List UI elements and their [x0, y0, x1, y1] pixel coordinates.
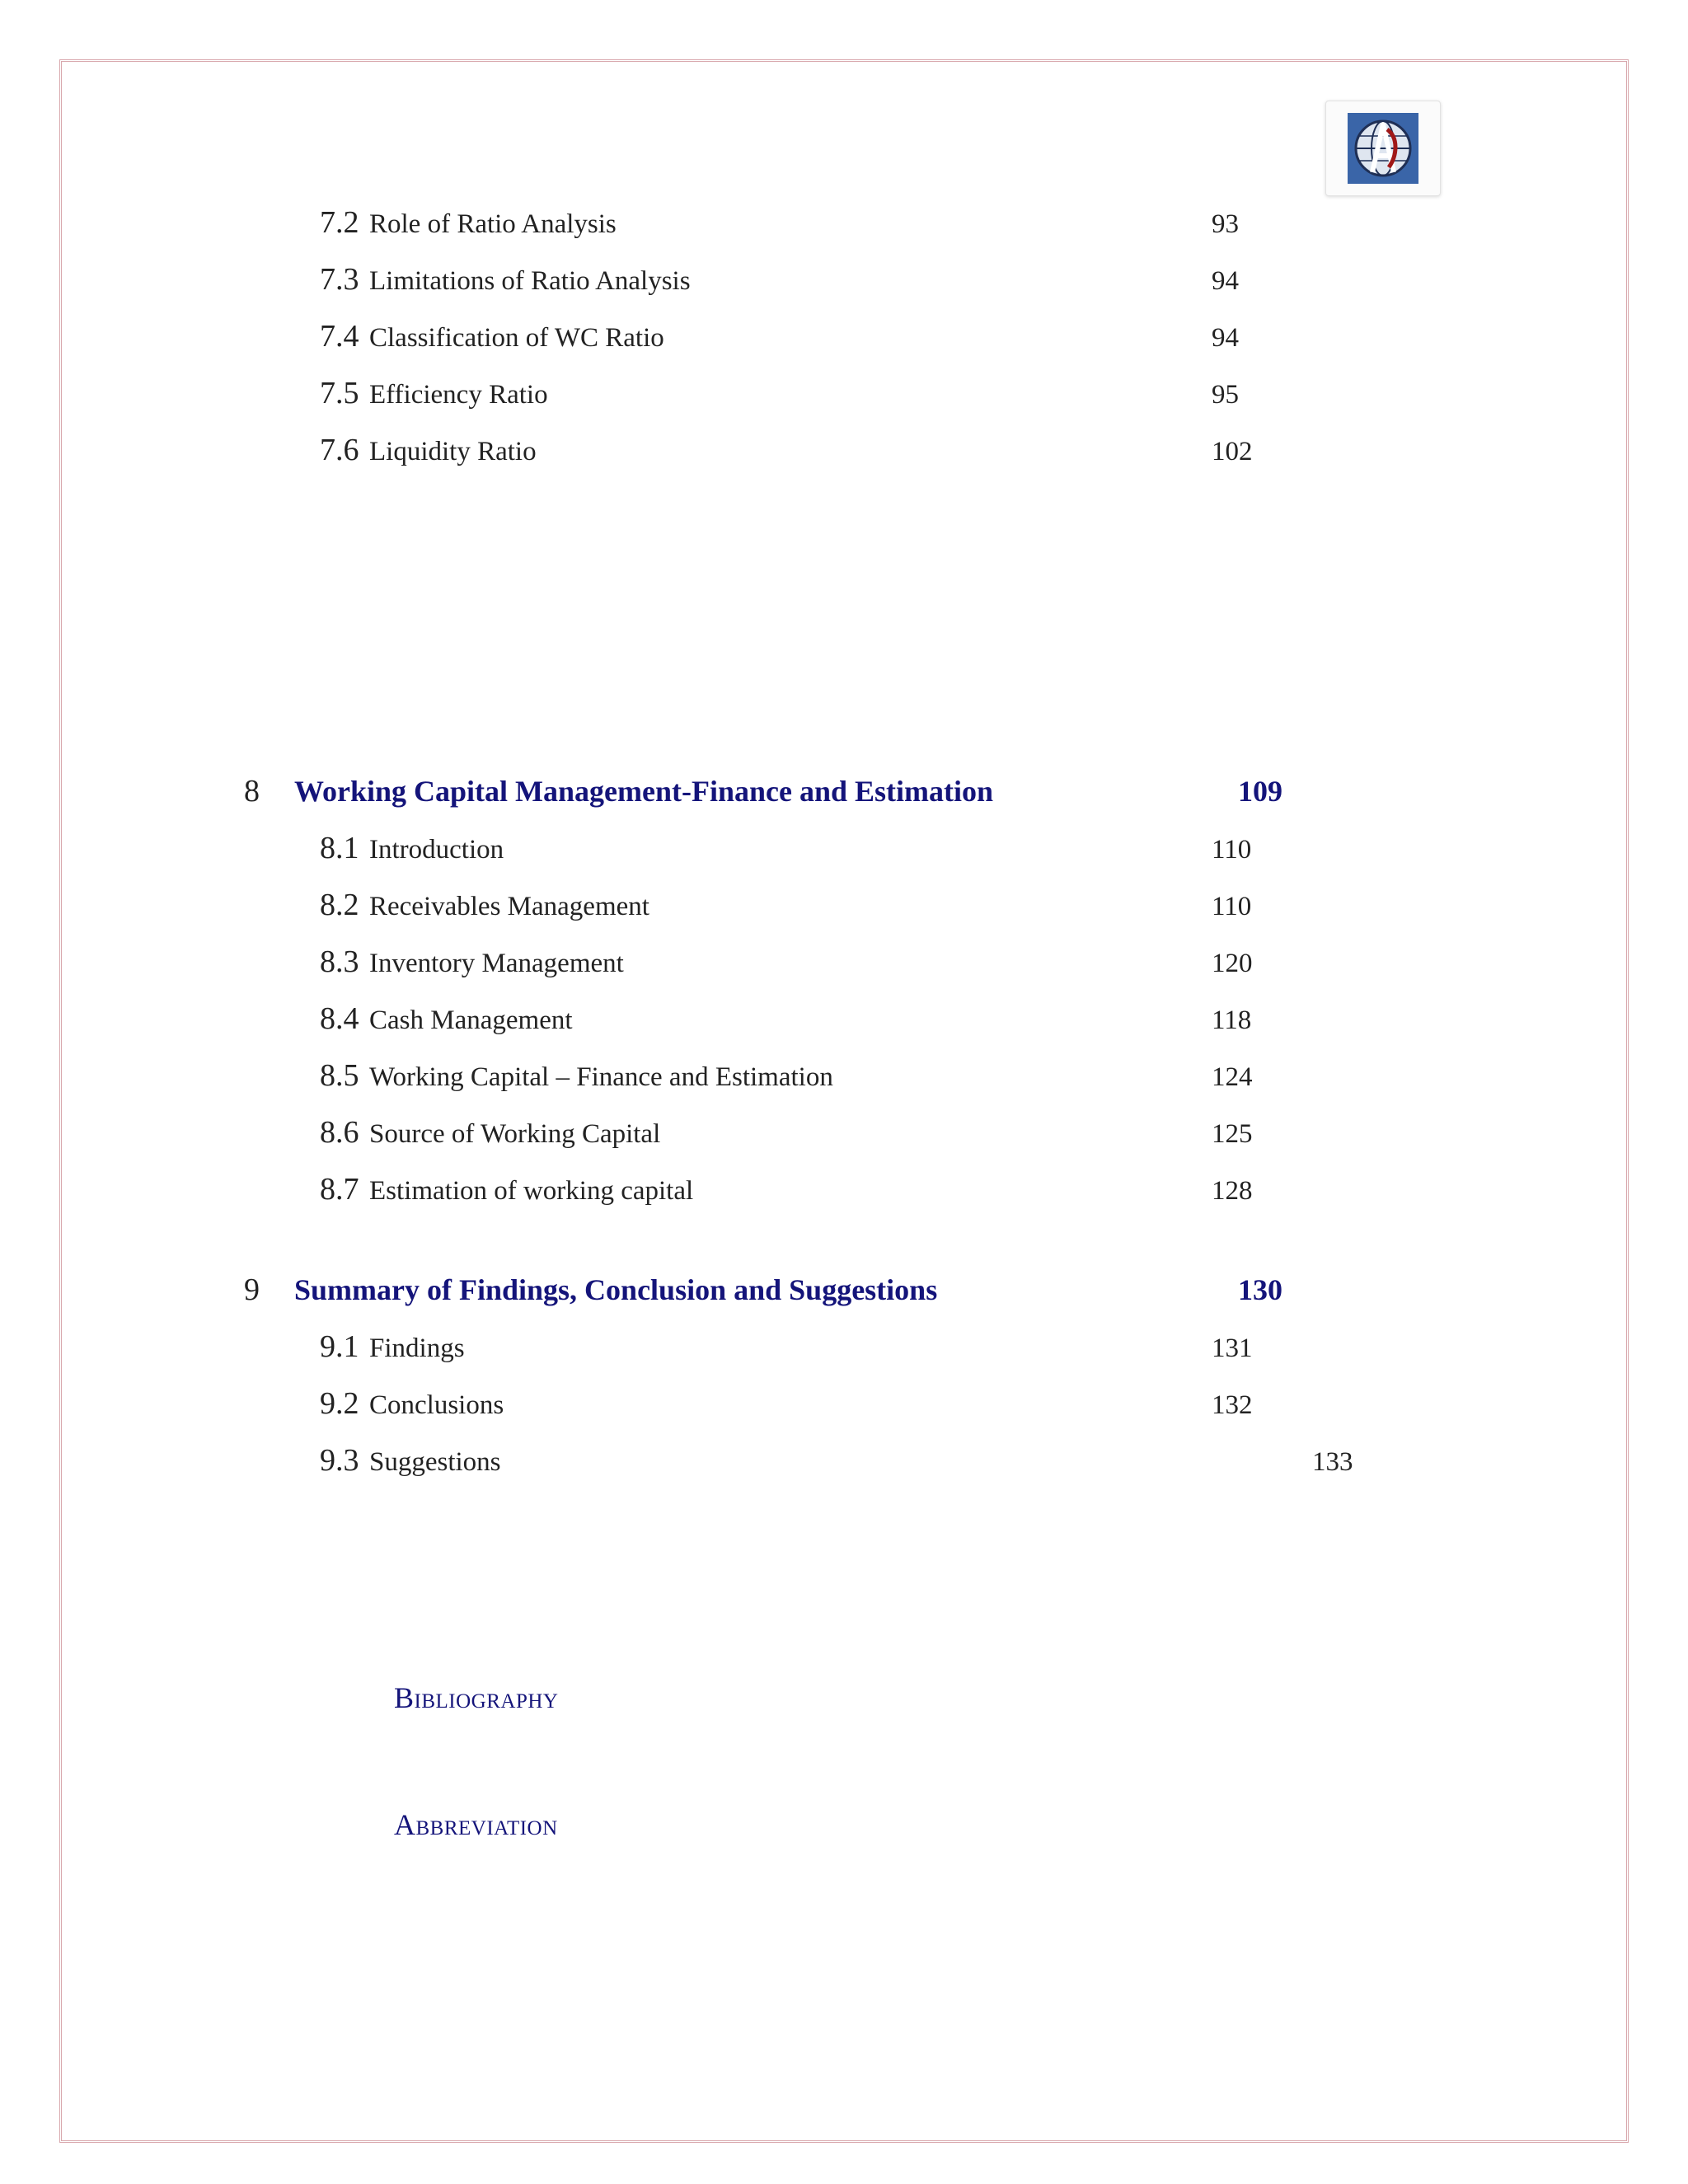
- toc-entry-number: 7.2: [320, 205, 359, 240]
- chapter-title: Working Capital Management-Finance and Estimation: [294, 775, 994, 808]
- toc-entry-title: Conclusions: [369, 1390, 504, 1420]
- toc-entry[interactable]: [0, 255, 1688, 304]
- toc-entry-page: 131: [1212, 1333, 1253, 1363]
- logo: [1325, 101, 1441, 196]
- toc-entry-page: 102: [1212, 437, 1253, 466]
- toc-entry-page: 94: [1212, 323, 1239, 353]
- toc-chapter-heading[interactable]: [0, 766, 1688, 816]
- toc-entry-number: 8.7: [320, 1172, 359, 1207]
- chapter-title: Summary of Findings, Conclusion and Suggestions: [294, 1273, 938, 1306]
- toc-entry-number: 8.3: [320, 944, 359, 979]
- toc-entry-number: 7.4: [320, 319, 359, 354]
- toc-entry-number: 8.5: [320, 1058, 359, 1093]
- toc-entry-title: Liquidity Ratio: [369, 437, 537, 466]
- toc-entry-title: Introduction: [369, 835, 504, 865]
- toc-entry-page: 110: [1212, 835, 1252, 865]
- bibliography-heading[interactable]: Bibliography: [394, 1681, 559, 1714]
- chapter-page: 109: [1238, 775, 1282, 808]
- toc-entry[interactable]: [0, 425, 1688, 475]
- chapter-number: 8: [244, 774, 260, 808]
- toc-entry-number: 8.1: [320, 831, 359, 865]
- toc-entry[interactable]: [0, 823, 1688, 873]
- toc-entry-page: 120: [1212, 949, 1253, 978]
- toc-entry-title: Source of Working Capital: [369, 1119, 661, 1149]
- globe-logo-icon: [1348, 113, 1418, 184]
- toc-entry[interactable]: [0, 198, 1688, 247]
- toc-entry-page: 132: [1212, 1390, 1253, 1420]
- toc-entry-number: 9.2: [320, 1386, 359, 1421]
- abbreviation-heading[interactable]: Abbreviation: [394, 1808, 558, 1841]
- toc-entry[interactable]: [0, 937, 1688, 987]
- toc-entry-number: 9.1: [320, 1329, 359, 1364]
- toc-entry-page: 128: [1212, 1176, 1253, 1206]
- toc-entry-number: 7.6: [320, 433, 359, 467]
- chapter-number: 9: [244, 1272, 260, 1307]
- toc-entry-title: Cash Management: [369, 1005, 573, 1035]
- toc-entry-page: 93: [1212, 209, 1239, 239]
- toc-entry-page: 124: [1212, 1062, 1253, 1092]
- toc-entry-page: 95: [1212, 380, 1239, 410]
- toc-entry-page: 118: [1212, 1005, 1252, 1035]
- toc-entry-number: 7.3: [320, 262, 359, 297]
- toc-entry[interactable]: [0, 1165, 1688, 1214]
- toc-entry-title: Estimation of working capital: [369, 1176, 694, 1206]
- toc-entry-number: 8.6: [320, 1115, 359, 1150]
- toc-entry-number: 9.3: [320, 1443, 359, 1478]
- toc-entry[interactable]: [0, 1322, 1688, 1371]
- toc-entry-title: Working Capital – Finance and Estimation: [369, 1062, 833, 1092]
- toc-entry-title: Findings: [369, 1333, 465, 1363]
- toc-chapter-heading[interactable]: [0, 1265, 1688, 1315]
- toc-entry[interactable]: [0, 880, 1688, 930]
- toc-entry-number: 8.2: [320, 888, 359, 922]
- toc-entry-page: 133: [1312, 1447, 1353, 1477]
- toc-entry-page: 110: [1212, 892, 1252, 921]
- toc-entry-title: Classification of WC Ratio: [369, 323, 664, 353]
- toc-entry-title: Efficiency Ratio: [369, 380, 548, 410]
- toc-entry-title: Inventory Management: [369, 949, 624, 978]
- toc-entry[interactable]: [0, 1436, 1688, 1485]
- toc-entry[interactable]: [0, 994, 1688, 1043]
- toc-entry-title: Suggestions: [369, 1447, 501, 1477]
- toc-entry[interactable]: [0, 1379, 1688, 1428]
- toc-entry-title: Receivables Management: [369, 892, 649, 921]
- toc-entry[interactable]: [0, 312, 1688, 361]
- toc-entry[interactable]: [0, 1108, 1688, 1157]
- toc-entry-page: 125: [1212, 1119, 1253, 1149]
- toc-entry[interactable]: [0, 368, 1688, 418]
- toc-entry-page: 94: [1212, 266, 1239, 296]
- toc-entry-title: Role of Ratio Analysis: [369, 209, 617, 239]
- toc-entry-title: Limitations of Ratio Analysis: [369, 266, 691, 296]
- toc-entry[interactable]: [0, 1051, 1688, 1100]
- chapter-page: 130: [1238, 1273, 1282, 1306]
- toc-entry-number: 7.5: [320, 376, 359, 410]
- toc-entry-number: 8.4: [320, 1001, 359, 1036]
